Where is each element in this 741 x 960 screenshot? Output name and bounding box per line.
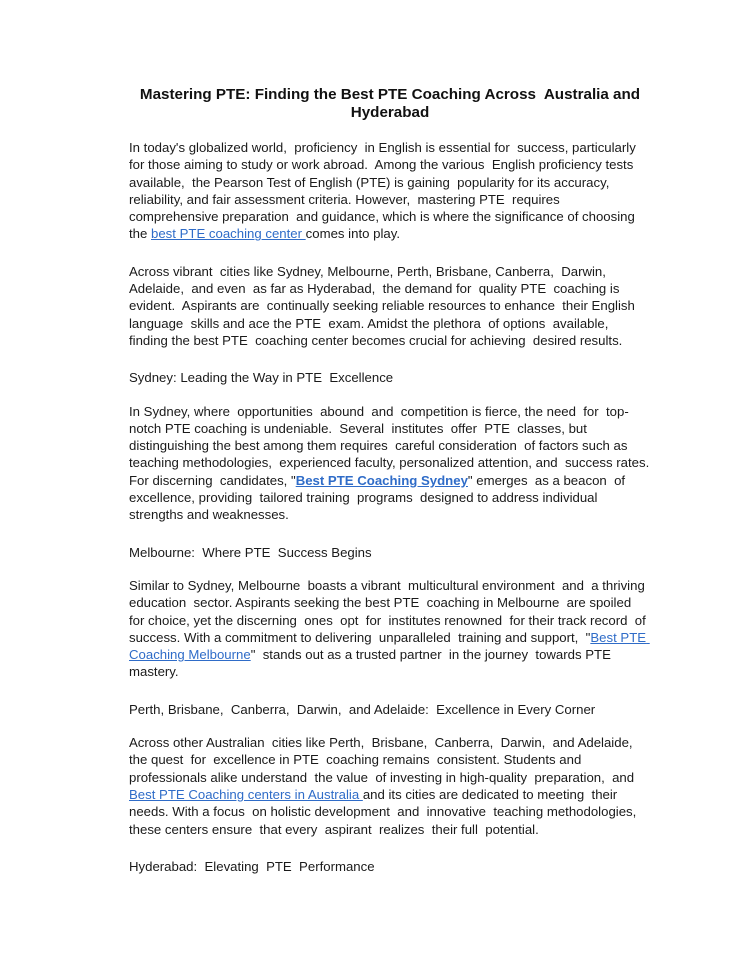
paragraph	[129, 403, 651, 524]
text-run: Perth, Brisbane, Canberra, Darwin, and Adelaide: Excellence in Every Corner	[129, 701, 596, 717]
paragraph	[129, 577, 651, 681]
text-run: Hyderabad: Elevating PTE Performance	[129, 858, 375, 874]
document-title: Mastering PTE: Finding the Best PTE Coaching Across Australia and Hyderabad	[139, 86, 645, 121]
text-run: In Sydney, where opportunities abound and competition is fierce, the need for top-notch PTE coaching is undeniable. Several institutes offer PTE classes, but distinguishing the best among them requires careful consideration of factors such as teaching methodologies, experienced faculty, personalized attention, and success rates. For discerning candidates, "	[129, 403, 653, 488]
paragraph	[129, 139, 651, 243]
hyperlink[interactable]: Best PTE Coaching Melbourne	[129, 629, 650, 663]
hyperlink[interactable]: Best PTE Coaching centers in Australia	[129, 786, 363, 802]
text-run: comes into play.	[305, 226, 400, 242]
text-run: " stands out as a trusted partner in the journey towards PTE mastery.	[129, 647, 615, 680]
text-run: Melbourne: Where PTE Success Begins	[129, 544, 372, 560]
text-run: and its cities are dedicated to meeting their needs. With a focus on holistic development and innovative teaching methodologies, these centers ensure that every aspirant realizes their full potential.	[129, 786, 644, 837]
section-heading	[129, 544, 651, 561]
hyperlink[interactable]: best PTE coaching center	[151, 226, 306, 242]
section-heading	[129, 369, 651, 386]
section-heading	[129, 701, 651, 718]
text-run: Similar to Sydney, Melbourne boasts a vibrant multicultural environment and a thriving education sector. Aspirants seeking the best PTE coaching in Melbourne are spoiled for choice, yet the discerning ones opt for institutes renowned for their track record of success. With a commitment to delivering unparalleled training and support, "	[129, 577, 650, 645]
paragraph	[129, 263, 651, 349]
text-run: " emerges as a beacon of excellence, providing tailored training programs designed to address individual strengths and weaknesses.	[129, 472, 629, 523]
text-run: Across vibrant cities like Sydney, Melbourne, Perth, Brisbane, Canberra, Darwin, Adelaide, and even as far as Hyderabad, the demand for quality PTE coaching is evident. Aspirants are continually seeking reliable resources to enhance their English language skills and ace the PTE exam. Amidst the plethora of options available, finding the best PTE coaching center becomes crucial for achieving desired results.	[129, 263, 639, 348]
text-run: Across other Australian cities like Perth, Brisbane, Canberra, Darwin, and Adelaide, the quest for excellence in PTE coaching remains consistent. Students and professionals alike understand the value of investing in high-quality preparation, and	[129, 735, 640, 785]
text-run: Sydney: Leading the Way in PTE Excellence	[129, 370, 394, 386]
section-heading	[129, 858, 651, 875]
document-body	[129, 139, 651, 875]
paragraph	[129, 734, 651, 838]
hyperlink[interactable]: Best PTE Coaching Sydney	[295, 472, 468, 488]
text-run: In today's globalized world, proficiency in English is essential for success, particularly for those aiming to study or work abroad. Among the various English proficiency tests available, the Pearson Test of English (PTE) is gaining popularity for its accuracy, reliability, and fair assessment criteria. However, mastering PTE requires comprehensive preparation and guidance, which is where the significance of choosing the	[129, 140, 640, 242]
